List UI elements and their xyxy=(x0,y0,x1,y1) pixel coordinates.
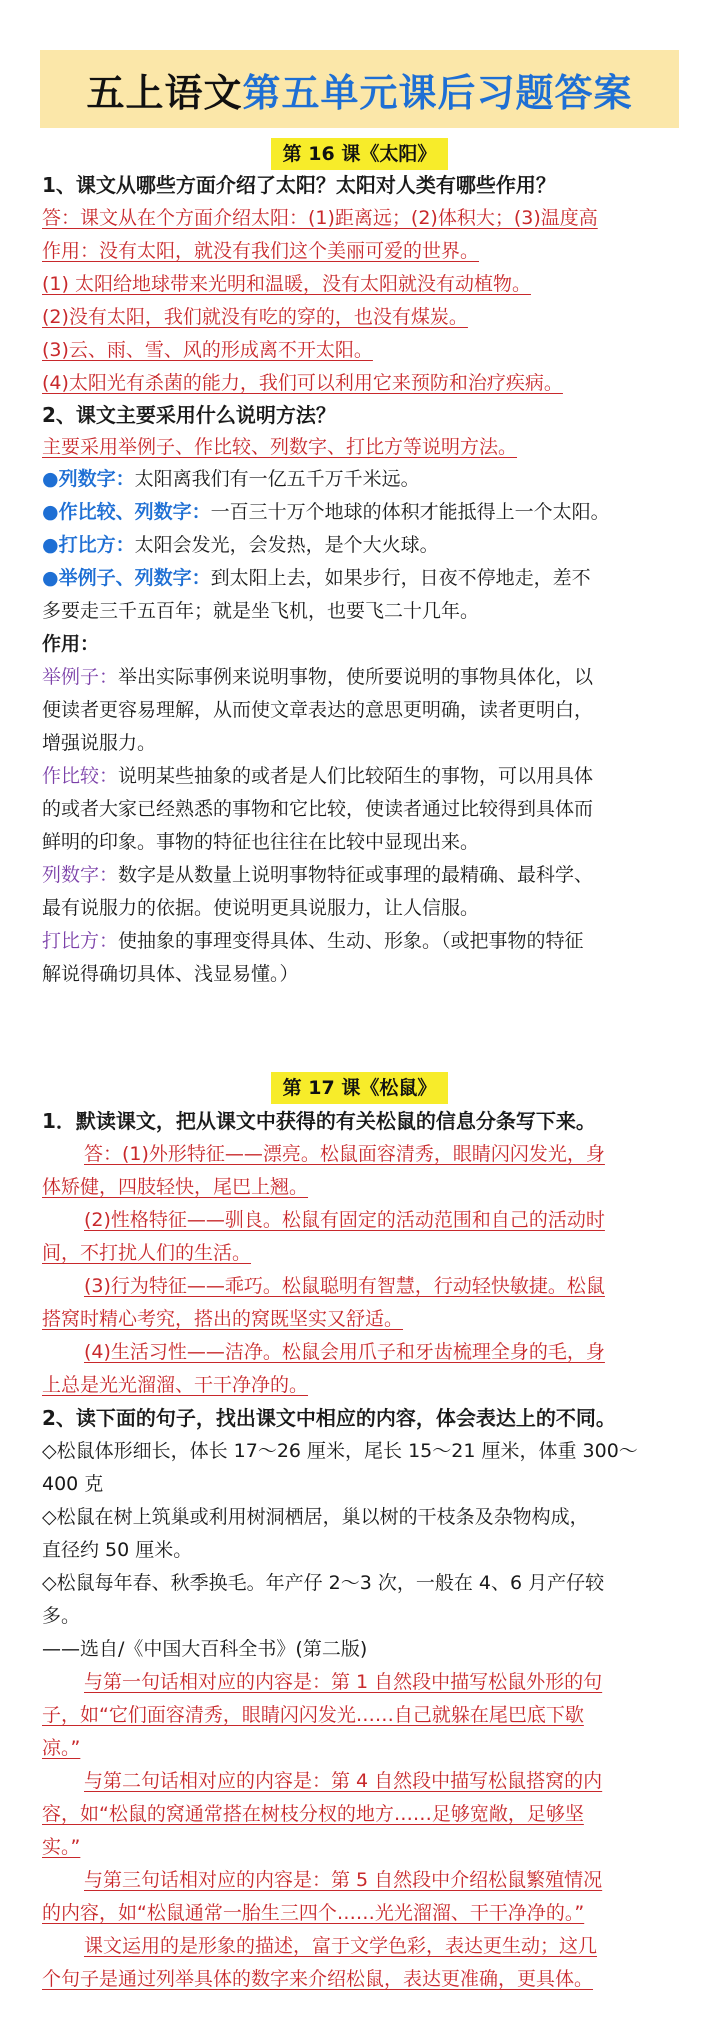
lesson16-answer1-line: (1) 太阳给地球带来光明和温暖，没有太阳就没有动植物。 xyxy=(42,273,531,295)
quote-line: ◇松鼠在树上筑巢或利用树洞栖居，巢以树的干枝条及杂物构成， xyxy=(42,1506,589,1528)
lesson16-answer1-line: (3)云、雨、雪、风的形成离不开太阳。 xyxy=(42,339,373,361)
lesson17-answer1-line: 体矫健，四肢轻快，尾巴上翘。 xyxy=(42,1176,309,1198)
quote-line: 多。 xyxy=(42,1605,81,1627)
lesson17-answer2-line: 凉。” xyxy=(42,1737,81,1759)
lesson17-answer2-line: 实。” xyxy=(42,1836,81,1858)
usage-line: 举例子：举出实际事例来说明事物，使所要说明的事物具体化，以 xyxy=(42,666,594,688)
lesson16-heading: 第 16 课《太阳》 xyxy=(0,138,719,170)
usage-line: 便读者更容易理解，从而使文章表达的意思更明确，读者更明白， xyxy=(42,699,594,721)
lesson17-answer2-line: 个句子是通过列举具体的数字来介绍松鼠，表达更准确，更具体。 xyxy=(42,1968,594,1990)
method-item-continued: 多要走三千五百年；就是坐飞机，也要飞二十几年。 xyxy=(42,600,480,622)
method-item: ●作比较、列数字：一百三十万个地球的体积才能抵得上一个太阳。 xyxy=(42,501,610,523)
title-part2: 第五单元课后习题答案 xyxy=(242,70,633,115)
lesson17-answer1-line: (4)生活习性——洁净。松鼠会用爪子和牙齿梳理全身的毛，身 xyxy=(84,1341,605,1363)
lesson17-answer1-line: 上总是光光溜溜、干干净净的。 xyxy=(42,1374,309,1396)
lesson17-answer2-line: 与第三句话相对应的内容是：第 5 自然段中介绍松鼠繁殖情况 xyxy=(84,1869,603,1891)
usage-line: 解说得确切具体、浅显易懂。） xyxy=(42,963,299,985)
lesson17-answer1-line: (3)行为特征——乖巧。松鼠聪明有智慧，行动轻快敏捷。松鼠 xyxy=(84,1275,605,1297)
lesson17-answer2-line: 与第二句话相对应的内容是：第 4 自然段中描写松鼠搭窝的内 xyxy=(84,1770,603,1792)
lesson17-answer1-line: 间，不打扰人们的生活。 xyxy=(42,1242,252,1264)
lesson17-question1: 1．默读课文，把从课文中获得的有关松鼠的信息分条写下来。 xyxy=(42,1109,596,1133)
quote-line: ◇松鼠每年春、秋季换毛。年产仔 2～3 次，一般在 4、6 月产仔较 xyxy=(42,1572,605,1594)
lesson17-question2: 2、读下面的句子，找出课文中相应的内容，体会表达上的不同。 xyxy=(42,1406,616,1430)
usage-title: 作用： xyxy=(42,633,100,655)
lesson17-answer2-line: 与第一句话相对应的内容是：第 1 自然段中描写松鼠外形的句 xyxy=(84,1671,603,1693)
usage-line: 的或者大家已经熟悉的事物和它比较，使读者通过比较得到具体而 xyxy=(42,798,594,820)
title-banner xyxy=(40,50,679,128)
lesson17-answer2-line: 容，如“松鼠的窝通常搭在树枝分杈的地方……足够宽敞，足够坚 xyxy=(42,1803,584,1825)
lesson16-question2: 2、课文主要采用什么说明方法？ xyxy=(42,403,336,427)
usage-line: 列数字：数字是从数量上说明事物特征或事理的最精确、最科学、 xyxy=(42,864,594,886)
title-part1: 五上语文 xyxy=(86,70,243,115)
method-item: ●举例子、列数字：到太阳上去，如果步行，日夜不停地走，差不 xyxy=(42,567,591,589)
lesson16-answer1-line: (2)没有太阳，我们就没有吃的穿的，也没有煤炭。 xyxy=(42,306,468,328)
lesson16-answer1-line: 答：课文从在个方面介绍太阳：(1)距离远；(2)体积大；(3)温度高 xyxy=(42,207,598,229)
lesson17-answer2-line: 的内容，如“松鼠通常一胎生三四个……光光溜溜、干干净净的。” xyxy=(42,1902,585,1924)
usage-line: 鲜明的印象。事物的特征也往往在比较中显现出来。 xyxy=(42,831,480,853)
usage-line: 最有说服力的依据。使说明更具说服力，让人信服。 xyxy=(42,897,480,919)
lesson17-answer1-line: (2)性格特征——驯良。松鼠有固定的活动范围和自己的活动时 xyxy=(84,1209,605,1231)
lesson16-answer1-line: 作用：没有太阳，就没有我们这个美丽可爱的世界。 xyxy=(42,240,480,262)
quote-line: ◇松鼠体形细长，体长 17～26 厘米，尾长 15～21 厘米，体重 300～ xyxy=(42,1440,638,1462)
lesson16-answer2: 主要采用举例子、作比较、列数字、打比方等说明方法。 xyxy=(42,436,518,458)
lesson17-answer2-line: 子，如“它们面容清秀，眼睛闪闪发光……自己就躲在尾巴底下歇 xyxy=(42,1704,584,1726)
lesson17-heading: 第 17 课《松鼠》 xyxy=(0,1072,719,1104)
lesson16-answer1-line: (4)太阳光有杀菌的能力，我们可以利用它来预防和治疗疾病。 xyxy=(42,372,563,394)
usage-line: 打比方：使抽象的事理变得具体、生动、形象。（或把事物的特征 xyxy=(42,930,584,952)
lesson17-answer1-line: 搭窝时精心考究，搭出的窝既坚实又舒适。 xyxy=(42,1308,404,1330)
usage-line: 增强说服力。 xyxy=(42,732,157,754)
lesson17-answer2-line: 课文运用的是形象的描述，富于文学色彩，表达更生动；这几 xyxy=(84,1935,598,1957)
lesson17-answer1-line: 答：(1)外形特征——漂亮。松鼠面容清秀，眼睛闪闪发光，身 xyxy=(84,1143,605,1165)
method-item: ●打比方：太阳会发光，会发热，是个大火球。 xyxy=(42,534,439,556)
lesson16-question1: 1、课文从哪些方面介绍了太阳？太阳对人类有哪些作用？ xyxy=(42,173,556,197)
quote-line: 400 克 xyxy=(42,1473,104,1495)
method-item: ●列数字：太阳离我们有一亿五千万千米远。 xyxy=(42,468,420,490)
quote-line: 直径约 50 厘米。 xyxy=(42,1539,193,1561)
quote-source: ——选自/《中国大百科全书》(第二版) xyxy=(42,1638,368,1660)
usage-line: 作比较：说明某些抽象的或者是人们比较陌生的事物，可以用具体 xyxy=(42,765,594,787)
